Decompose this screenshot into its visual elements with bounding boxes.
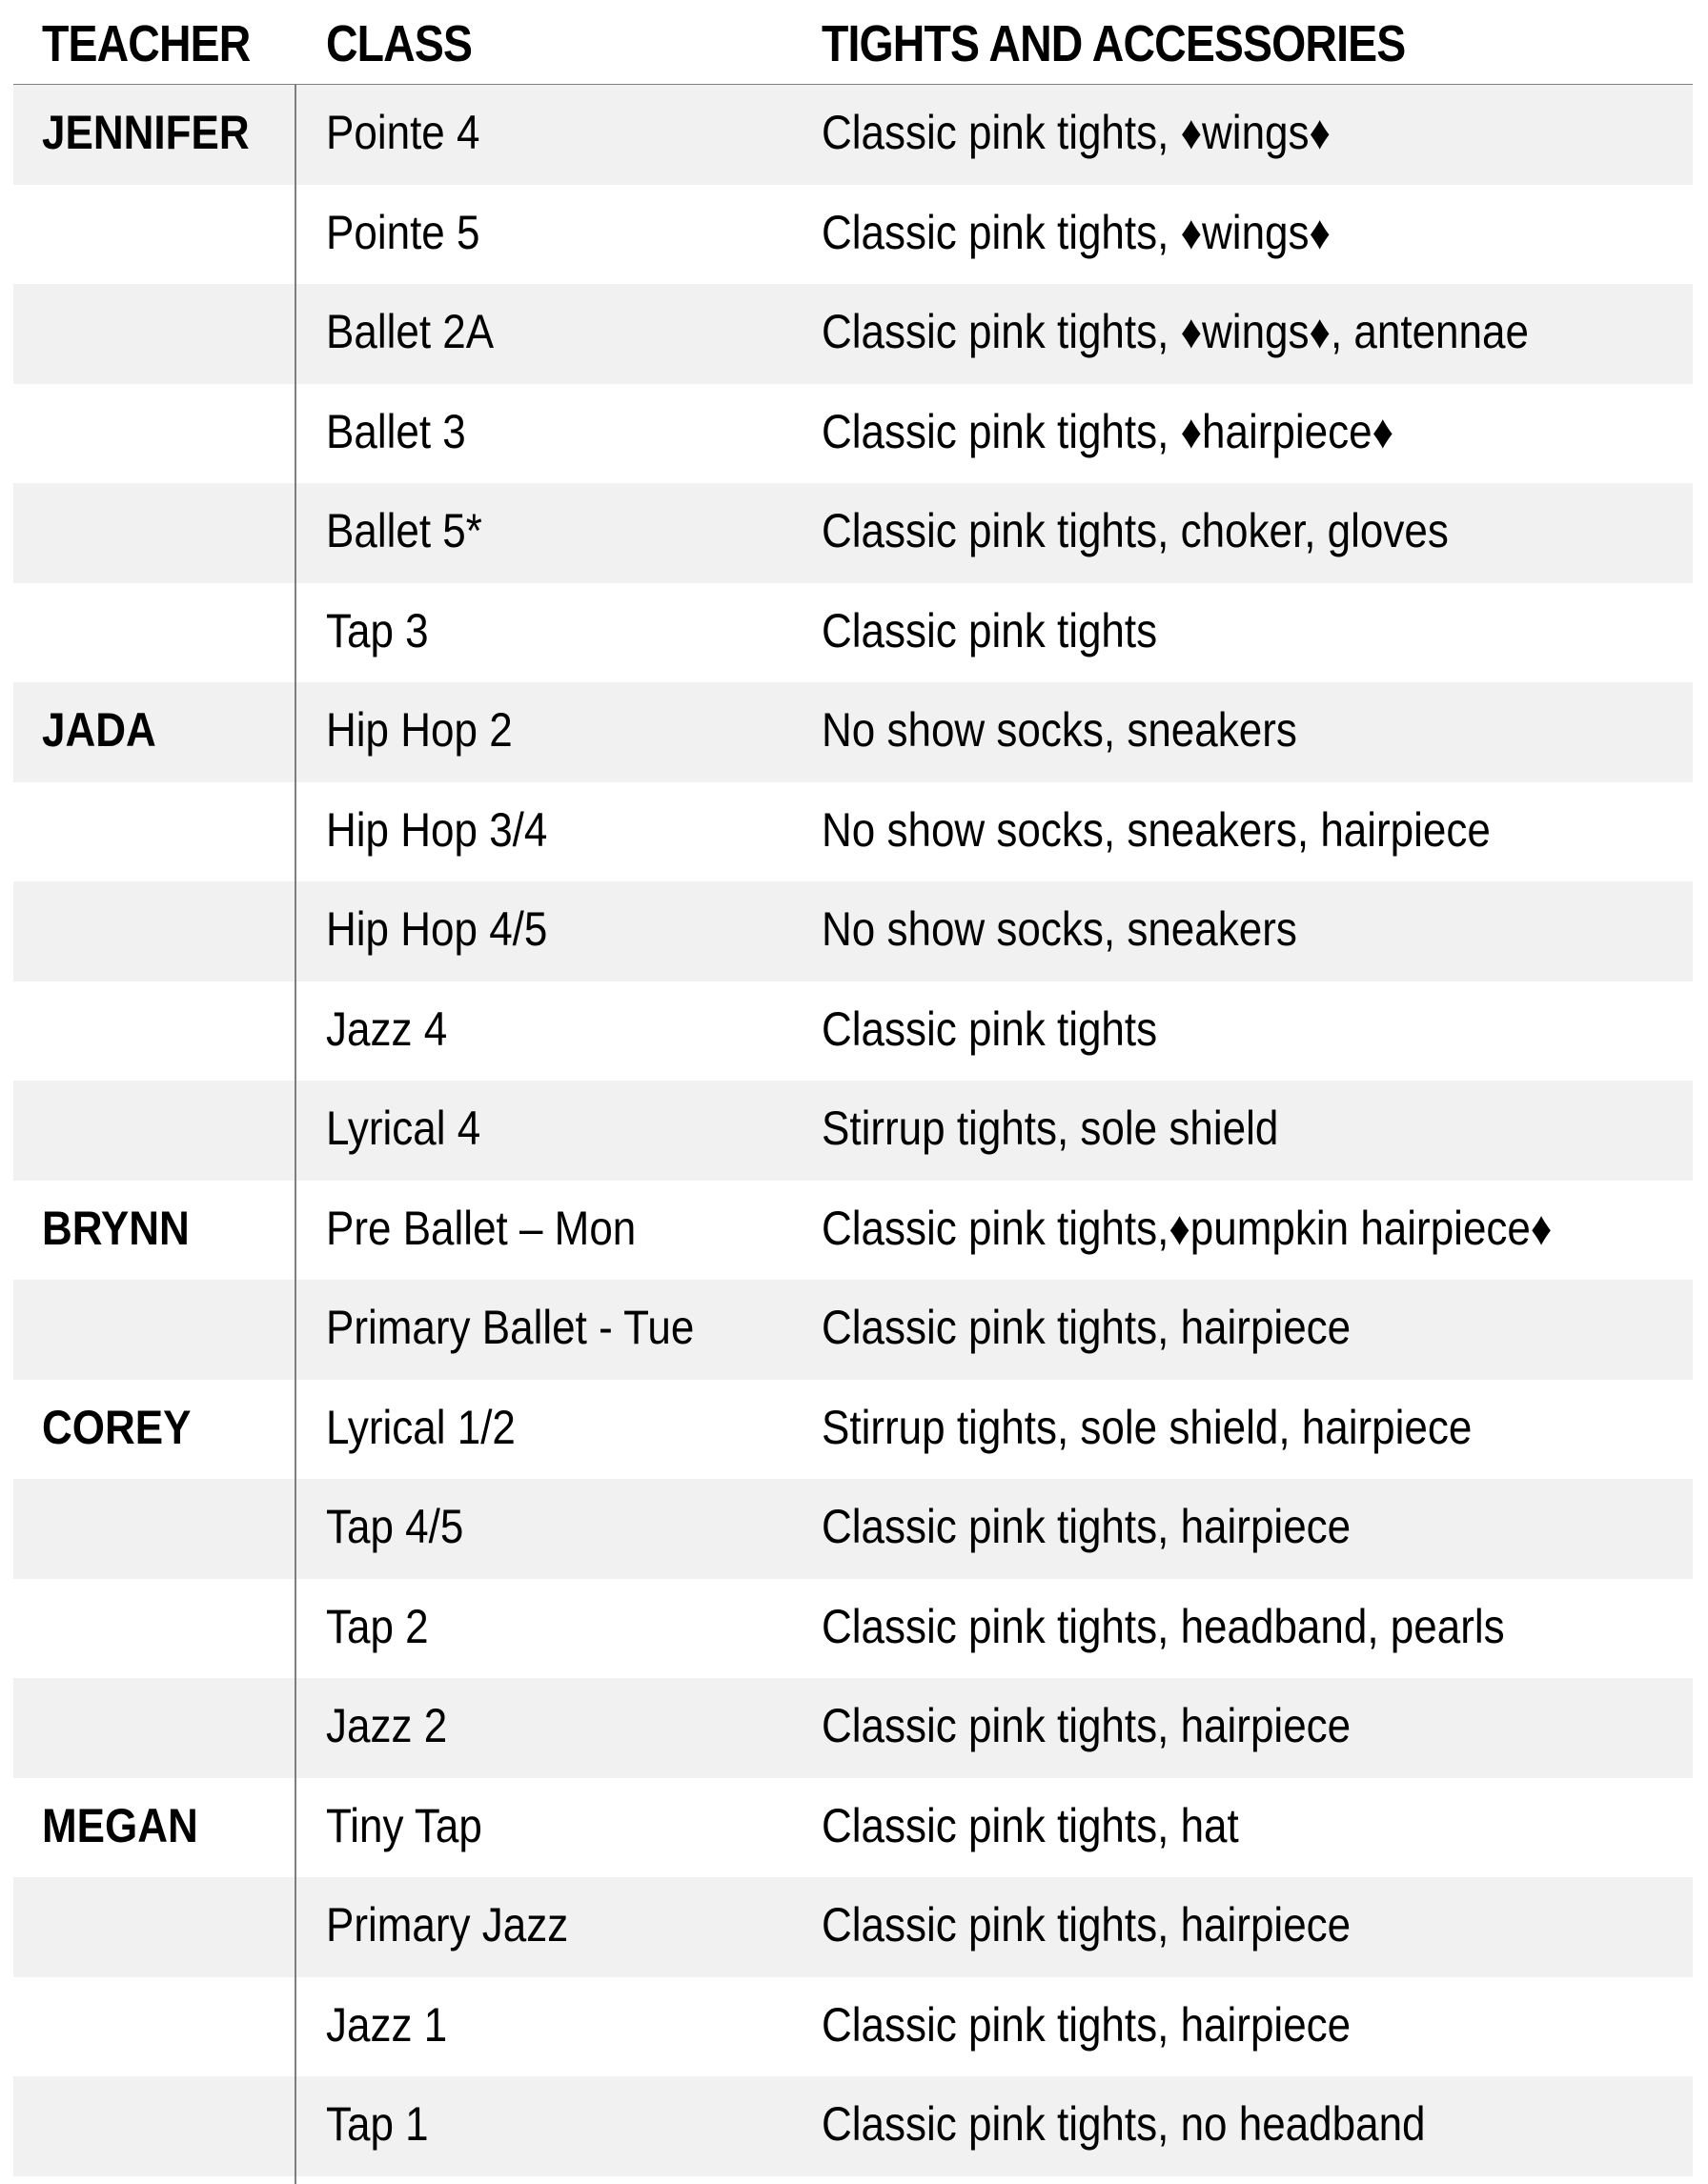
teacher-cell: BRYNN	[42, 1201, 190, 1255]
column-divider	[295, 85, 296, 2184]
table-row	[13, 85, 1693, 185]
table-row	[13, 881, 1693, 981]
table-row	[13, 2076, 1693, 2176]
table-header	[13, 0, 1693, 86]
class-cell: Primary Jazz	[326, 1898, 569, 1951]
class-cell: Tap 2	[326, 1599, 429, 1653]
tights-accessories-cell: Classic pink tights	[822, 603, 1158, 657]
teacher-cell: JENNIFER	[42, 106, 250, 159]
tights-accessories-cell: Classic pink tights, hairpiece	[822, 1997, 1352, 2052]
class-cell: Pointe 4	[326, 106, 480, 159]
class-cell: Lyrical 4	[326, 1102, 481, 1155]
tights-accessories-cell: Stirrup tights, sole shield, hairpiece	[822, 1400, 1473, 1454]
tights-accessories-cell: Classic pink tights, hairpiece	[822, 1301, 1352, 1354]
table-row	[13, 284, 1693, 384]
class-cell: Tap 4/5	[326, 1500, 464, 1553]
header-tights-accessories: TIGHTS AND ACCESSORIES	[822, 15, 1406, 72]
class-cell: Jazz 4	[326, 1001, 448, 1056]
table-row	[13, 682, 1693, 782]
tights-accessories-cell: No show socks, sneakers	[822, 902, 1297, 956]
tights-accessories-cell: Classic pink tights	[822, 1001, 1158, 1056]
tights-accessories-cell: Classic pink tights, ♦wings♦, antennae	[822, 305, 1529, 358]
class-cell: Tap 1	[326, 2097, 429, 2151]
class-cell: Lyrical 1/2	[326, 1400, 516, 1454]
table-row	[13, 185, 1693, 285]
tights-accessories-cell: Classic pink tights, headband, pearls	[822, 1599, 1505, 1653]
class-cell: Ballet 5*	[326, 504, 482, 557]
class-cell: Ballet 2A	[326, 305, 495, 358]
tights-accessories-cell: Classic pink tights, choker, gloves	[822, 504, 1449, 557]
table-row	[13, 1081, 1693, 1181]
table-row	[13, 1778, 1693, 1878]
table-row	[13, 981, 1693, 1082]
class-cell: Ballet 3	[326, 404, 466, 458]
teacher-cell: MEGAN	[42, 1798, 198, 1852]
tights-accessories-cell: Classic pink tights, no headband	[822, 2097, 1426, 2151]
tights-accessories-cell: Classic pink tights, ♦hairpiece♦	[822, 404, 1394, 458]
class-cell: Pointe 5	[326, 205, 480, 259]
teacher-cell: JADA	[42, 703, 156, 757]
class-cell: Hip Hop 4/5	[326, 902, 548, 956]
table-row	[13, 1181, 1693, 1281]
table-row	[13, 1977, 1693, 2077]
table-row	[13, 1380, 1693, 1480]
teacher-cell: COREY	[42, 1400, 192, 1454]
table-row	[13, 1877, 1693, 1977]
tights-accessories-cell: No show socks, sneakers	[822, 703, 1297, 757]
tights-accessories-cell: Classic pink tights, ♦wings♦	[822, 205, 1331, 259]
tights-accessories-cell: Classic pink tights, hairpiece	[822, 1699, 1352, 1752]
table-row	[13, 782, 1693, 882]
header-class: CLASS	[326, 15, 473, 72]
tights-accessories-cell: Classic pink tights, hairpiece	[822, 1898, 1352, 1951]
table-row	[13, 384, 1693, 484]
table-row	[13, 1678, 1693, 1778]
class-cell: Tiny Tap	[326, 1798, 482, 1852]
tights-accessories-cell: Classic pink tights,♦pumpkin hairpiece♦	[822, 1201, 1553, 1255]
class-cell: Hip Hop 2	[326, 703, 513, 757]
table-row	[13, 483, 1693, 583]
tights-accessories-cell: Classic pink tights, hat	[822, 1798, 1239, 1852]
class-cell: Jazz 1	[326, 1997, 448, 2052]
class-cell: Pre Ballet – Mon	[326, 1201, 637, 1255]
table-row	[13, 1479, 1693, 1579]
class-cell: Jazz 2	[326, 1699, 448, 1752]
class-cell: Tap 3	[326, 603, 429, 657]
class-cell: Hip Hop 3/4	[326, 802, 548, 857]
tights-accessories-cell: Classic pink tights, hairpiece	[822, 1500, 1352, 1553]
table-body	[13, 85, 1693, 2184]
tights-accessories-cell: Classic pink tights, ♦wings♦	[822, 106, 1331, 159]
table-row	[13, 1280, 1693, 1380]
table-row	[13, 583, 1693, 683]
header-teacher: TEACHER	[42, 15, 251, 72]
tights-accessories-cell: No show socks, sneakers, hairpiece	[822, 802, 1491, 857]
class-cell: Primary Ballet - Tue	[326, 1301, 695, 1354]
table-row	[13, 1579, 1693, 1679]
tights-accessories-cell: Stirrup tights, sole shield	[822, 1102, 1279, 1155]
